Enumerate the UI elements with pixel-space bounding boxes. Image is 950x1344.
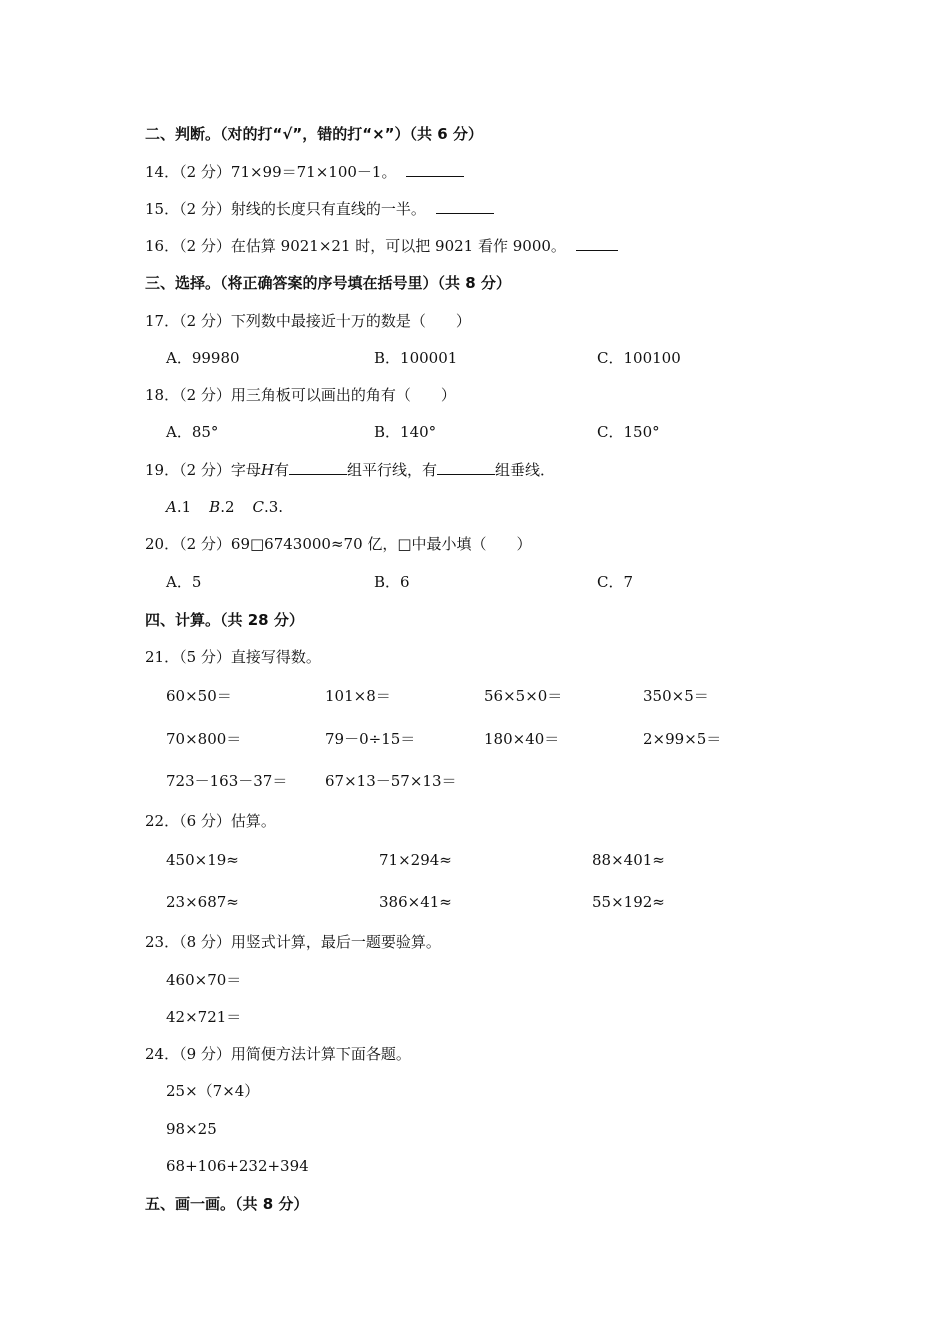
- question-23: 23．（8 分）用竖式计算，最后一题要验算。: [145, 933, 441, 951]
- estimate-item: 386×41≈: [379, 893, 452, 911]
- simplify-item: 98×25: [166, 1120, 217, 1138]
- calc-item: 180×40＝: [484, 730, 560, 748]
- question-15: [145, 199, 494, 219]
- calc-item: 56×5×0＝: [484, 687, 563, 705]
- calc-item: 350×5＝: [643, 687, 709, 705]
- simplify-item: 25×（7×4）: [166, 1082, 260, 1100]
- option-19-a-letter: A: [166, 498, 177, 516]
- option-19-c-letter: C: [252, 498, 264, 516]
- question-20: 20．（2 分）69□6743000≈70 亿，□中最小填（ ）: [145, 535, 532, 553]
- question-19-mid2: 组平行线，有: [347, 461, 438, 479]
- calc-item: 723－163－37＝: [166, 772, 288, 790]
- option-17-b: B．100001: [374, 349, 458, 367]
- question-17: 17．（2 分）下列数中最接近十万的数是（ ）: [145, 312, 471, 330]
- option-18-c: C．150°: [597, 423, 660, 441]
- question-18: 18．（2 分）用三角板可以画出的角有（ ）: [145, 386, 456, 404]
- estimate-item: 450×19≈: [166, 851, 239, 869]
- question-19: [145, 460, 555, 480]
- calc-item: 60×50＝: [166, 687, 232, 705]
- estimate-item: 23×687≈: [166, 893, 239, 911]
- question-19-post: 组垂线．: [495, 461, 556, 479]
- question-16: [145, 236, 618, 256]
- estimate-item: 55×192≈: [592, 893, 665, 911]
- estimate-item: 71×294≈: [379, 851, 452, 869]
- calc-item: 67×13－57×13＝: [325, 772, 457, 790]
- vertical-calc-item: 42×721＝: [166, 1008, 242, 1026]
- simplify-item: 68+106+232+394: [166, 1157, 309, 1175]
- section-judge-heading: 二、判断。（对的打“√”，错的打“×”）（共 6 分）: [145, 125, 483, 143]
- calc-item: 101×8＝: [325, 687, 391, 705]
- question-21: 21．（5 分）直接写得数。: [145, 648, 321, 666]
- option-19-c-value: .3.: [263, 498, 284, 516]
- vertical-calc-item: 460×70＝: [166, 971, 242, 989]
- section-calc-heading: 四、计算。（共 28 分）: [145, 611, 304, 629]
- section-choice-heading: 三、选择。（将正确答案的序号填在括号里）（共 8 分）: [145, 274, 511, 292]
- answer-blank-14[interactable]: [406, 162, 464, 177]
- answer-blank-16[interactable]: [576, 236, 618, 251]
- option-17-a: A．99980: [166, 349, 240, 367]
- question-14-text: 14．（2 分）71×99＝71×100－1。: [145, 163, 397, 181]
- question-22: 22．（6 分）估算。: [145, 812, 276, 830]
- option-20-a: A．5: [166, 573, 202, 591]
- option-20-c: C．7: [597, 573, 634, 591]
- question-24: 24．（9 分）用简便方法计算下面各题。: [145, 1045, 411, 1063]
- option-18-a: A．85°: [166, 423, 219, 441]
- calc-item: 79－0÷15＝: [325, 730, 416, 748]
- question-14: [145, 162, 464, 182]
- answer-blank-19-parallel[interactable]: [289, 460, 347, 475]
- option-19-b-letter: B: [209, 498, 221, 516]
- calc-item: 2×99×5＝: [643, 730, 722, 748]
- option-18-b: B．140°: [374, 423, 437, 441]
- question-19-mid1: 有: [274, 461, 290, 479]
- option-19-b-value: .2: [220, 498, 235, 516]
- option-20-b: B．6: [374, 573, 410, 591]
- answer-blank-19-perpendicular[interactable]: [437, 460, 495, 475]
- question-15-text: 15．（2 分）射线的长度只有直线的一半。: [145, 200, 426, 218]
- letter-h: H: [260, 461, 274, 479]
- option-19-a-value: .1: [176, 498, 192, 516]
- option-17-c: C．100100: [597, 349, 681, 367]
- answer-blank-15[interactable]: [436, 199, 494, 214]
- estimate-item: 88×401≈: [592, 851, 665, 869]
- section-draw-heading: 五、画一画。（共 8 分）: [145, 1195, 309, 1213]
- options-19: [166, 497, 283, 517]
- question-19-pre: 19．（2 分）字母: [145, 461, 261, 479]
- calc-item: 70×800＝: [166, 730, 242, 748]
- question-16-text: 16．（2 分）在估算 9021×21 时，可以把 9021 看作 9000。: [145, 237, 566, 255]
